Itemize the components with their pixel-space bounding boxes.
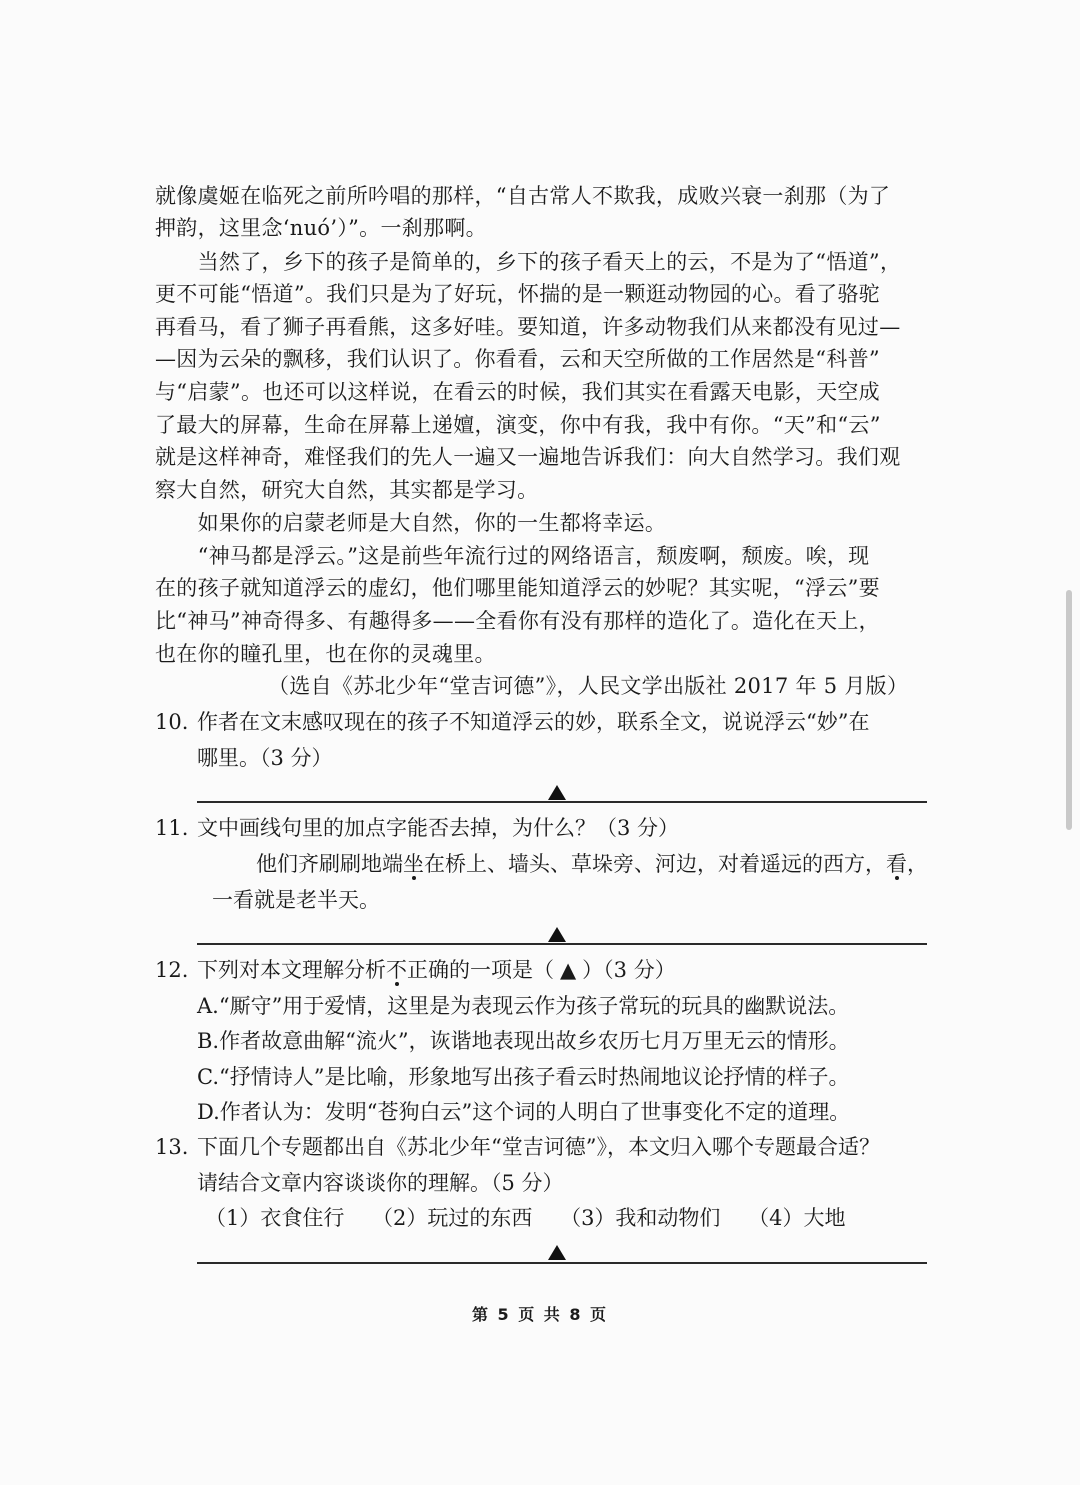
dotted-char: 坐 — [403, 852, 424, 876]
passage-source: （选自《苏北少年“堂吉诃德”》，人民文学出版社 2017 年 5 月版） — [268, 674, 909, 698]
option-b: B.作者故意曲解“流火”，诙谐地表现出故乡农历七月万里无云的情形。 — [197, 1029, 850, 1053]
passage-line: 与“启蒙”。也还可以这样说，在看云的时候，我们其实在看露天电影，天空成 — [155, 380, 880, 404]
quote-part: 他们齐刷刷地端 — [256, 852, 403, 876]
option-c: C.“抒情诗人”是比喻，形象地写出孩子看云时热闹地议论抒情的样子。 — [197, 1065, 850, 1089]
question-number: 11. — [155, 816, 189, 840]
answer-line[interactable] — [197, 1262, 927, 1264]
passage-line: 更不可能“悟道”。我们只是为了好玩，怀揣的是一颗逛动物园的心。看了骆驼 — [155, 282, 880, 306]
page-number: 第 5 页 共 8 页 — [471, 1305, 609, 1324]
answer-triangle-icon — [548, 1245, 566, 1260]
quote-part: 在桥上、墙头、草垛旁、河边，对着遥远的西方， — [424, 852, 886, 876]
passage-line: —因为云朵的飘移，我们认识了。你看看，云和天空所做的工作居然是“科普” — [155, 347, 880, 371]
stem-part: 正确的一项是（ — [407, 958, 554, 982]
answer-line[interactable] — [197, 943, 927, 945]
question-text: 文中画线句里的加点字能否去掉，为什么？（3 分） — [197, 816, 680, 840]
dotted-char: 看 — [886, 852, 907, 876]
stem-part: ）（3 分） — [582, 958, 676, 982]
topic-list: （1）衣食住行 （2）玩过的东西 （3）我和动物们 （4）大地 — [205, 1206, 846, 1230]
passage-line: 比“神马”神奇得多、有趣得多——全看你有没有那样的造化了。造化在天上， — [155, 609, 880, 633]
question-text: 哪里。（3 分） — [197, 746, 333, 770]
quoted-sentence-line2: 一看就是老半天。 — [212, 888, 380, 912]
question-number: 12. — [155, 958, 189, 982]
question-text: 作者在文末感叹现在的孩子不知道浮云的妙，联系全文，说说浮云“妙”在 — [197, 710, 870, 734]
passage-line: “神马都是浮云。”这是前些年流行过的网络语言，颓废啊，颓废。唉，现 — [155, 544, 870, 568]
passage-line: 如果你的启蒙老师是大自然，你的一生都将幸运。 — [155, 511, 667, 535]
quoted-sentence — [256, 848, 928, 880]
passage-line: 了最大的屏幕，生命在屏幕上递嬗，演变，你中有我，我中有你。“天”和“云” — [155, 413, 881, 437]
question-number: 13. — [155, 1135, 189, 1159]
question-text: 下面几个专题都出自《苏北少年“堂吉诃德”》，本文归入哪个专题最合适？ — [197, 1135, 880, 1159]
option-a: A.“厮守”用于爱情，这里是为表现云作为孩子常玩的玩具的幽默说法。 — [197, 994, 850, 1018]
passage-line: 押韵，这里念‘nuó’）”。一刹那啊。 — [155, 216, 487, 240]
option-d: D.作者认为：发明“苍狗白云”这个词的人明白了世事变化不定的道理。 — [197, 1100, 851, 1124]
question-text: 请结合文章内容谈谈你的理解。（5 分） — [197, 1171, 564, 1195]
passage-line: 当然了，乡下的孩子是简单的，乡下的孩子看天上的云，不是为了“悟道”， — [155, 250, 902, 274]
passage-line: 再看马，看了狮子再看熊，这多好哇。要知道，许多动物我们从来都没有见过— — [155, 315, 901, 339]
stem-part: 下列对本文理解分析 — [197, 958, 386, 982]
passage-line: 就是这样神奇，难怪我们的先人一遍又一遍地告诉我们：向大自然学习。我们观 — [155, 445, 901, 469]
answer-line[interactable] — [197, 801, 927, 803]
question-text — [197, 954, 676, 986]
scrollbar[interactable] — [1066, 590, 1072, 830]
dotted-char: 不 — [386, 958, 407, 982]
quote-part: ， — [907, 852, 928, 876]
passage-line: 察大自然，研究大自然，其实都是学习。 — [155, 478, 539, 502]
question-number: 10. — [155, 710, 189, 734]
answer-triangle-icon[interactable]: ▲ — [560, 958, 577, 982]
answer-triangle-icon — [548, 785, 566, 800]
answer-triangle-icon — [548, 927, 566, 942]
passage-line: 就像虞姬在临死之前所吟唱的那样，“自古常人不欺我，成败兴衰一刹那（为了 — [155, 184, 891, 208]
passage-line: 也在你的瞳孔里，也在你的灵魂里。 — [155, 642, 496, 666]
passage-line: 在的孩子就知道浮云的虚幻，他们哪里能知道浮云的妙呢？其实呢，“浮云”要 — [155, 576, 880, 600]
